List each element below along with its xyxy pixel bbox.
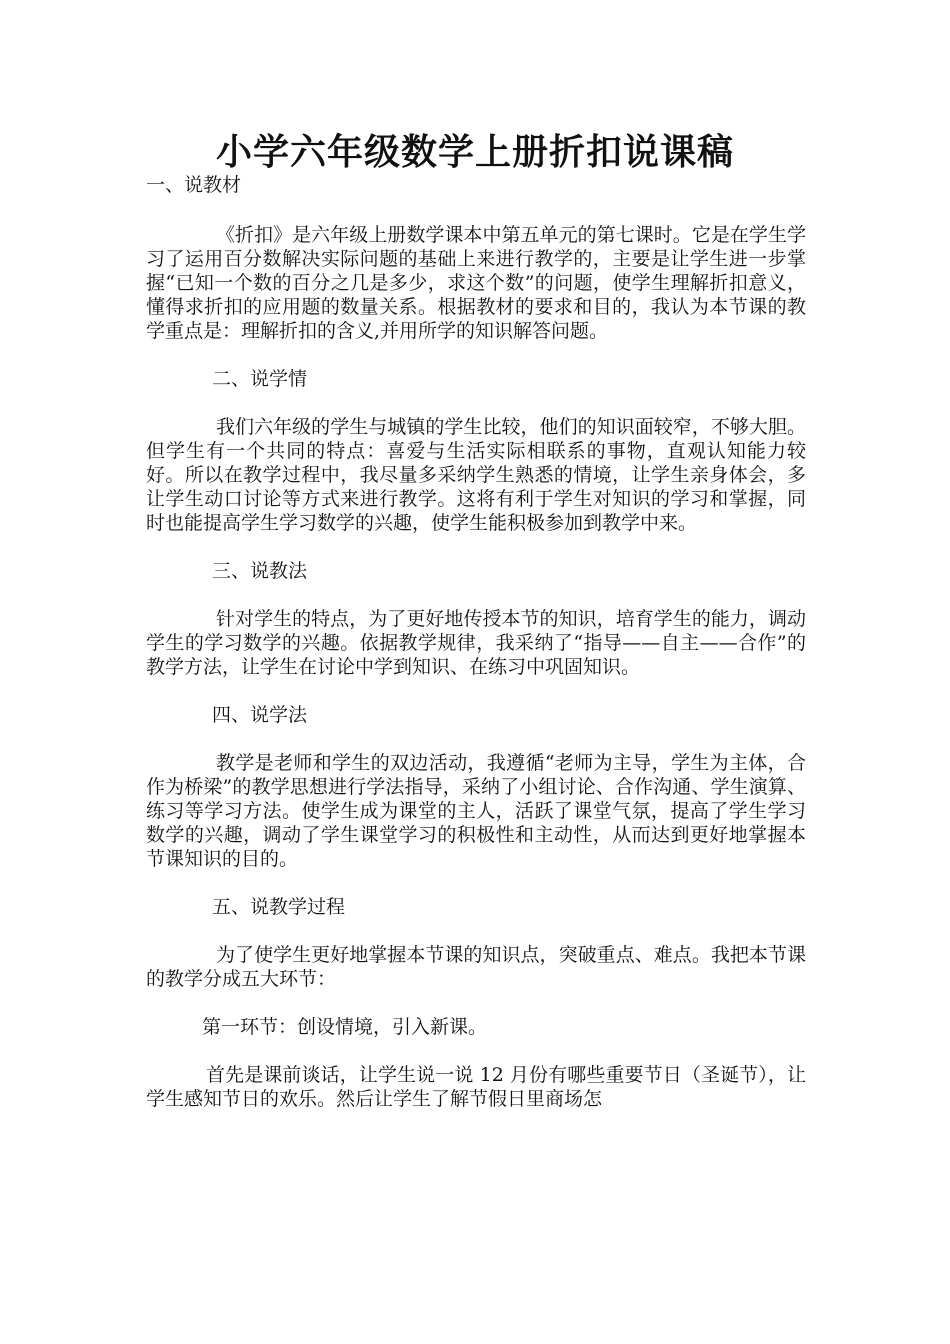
step-heading-1: 第一环节：创设情境，引入新课。 [202, 1016, 488, 1038]
step-body-1: 首先是课前谈话，让学生说一说 12 月份有哪些重要节日（圣诞节），让学生感知节日的欢乐。然后让学生了解节假日里商场怎 [146, 1064, 806, 1110]
document-title: 小学六年级数学上册折扣说课稿 [215, 131, 734, 173]
section-body-1: 《折扣》是六年级上册数学课本中第五单元的第七课时。它是在学生学习了运用百分数解决实际问题的基础上来进行教学的，主要是让学生进一步掌握“已知一个数的百分之几是多少，求这个数”的问题，使学生理解折扣意义，懂得求折扣的应用题的数量关系。根据教材的要求和目的，我认为本节课的教学重点是：理解折扣的含义,并用所学的知识解答问题。 [146, 224, 806, 342]
section-body-2: 我们六年级的学生与城镇的学生比较，他们的知识面较窄，不够大胆。但学生有一个共同的特点：喜爱与生活实际相联系的事物，直观认知能力较好。所以在教学过程中，我尽量多采纳学生熟悉的情境，让学生亲身体会，多让学生动口讨论等方式来进行教学。这将有利于学生对知识的学习和掌握，同时也能提高学生学习数学的兴趣，使学生能积极参加到教学中来。 [146, 416, 806, 534]
section-body-5: 为了使学生更好地掌握本节课的知识点，突破重点、难点。我把本节课的教学分成五大环节： [146, 944, 806, 990]
section-heading-1: 一、说教材 [146, 174, 242, 196]
section-body-3: 针对学生的特点，为了更好地传授本节的知识，培育学生的能力，调动学生的学习数学的兴趣。依据教学规律，我采纳了“指导——自主——合作”的教学方法，让学生在讨论中学到知识、在练习中巩固知识。 [146, 608, 806, 678]
section-heading-3: 三、说教法 [212, 560, 308, 582]
section-heading-5: 五、说教学过程 [212, 896, 346, 918]
section-body-4: 教学是老师和学生的双边活动，我遵循“老师为主导，学生为主体，合作为桥梁”的教学思想进行学法指导，采纳了小组讨论、合作沟通、学生演算、练习等学习方法。使学生成为课堂的主人，活跃了课堂气氛，提高了学生学习数学的兴趣，调动了学生课堂学习的积极性和主动性，从而达到更好地掌握本节课知识的目的。 [146, 752, 806, 870]
section-heading-4: 四、说学法 [212, 704, 308, 726]
section-heading-2: 二、说学情 [212, 368, 308, 390]
document-body [146, 173, 806, 1111]
